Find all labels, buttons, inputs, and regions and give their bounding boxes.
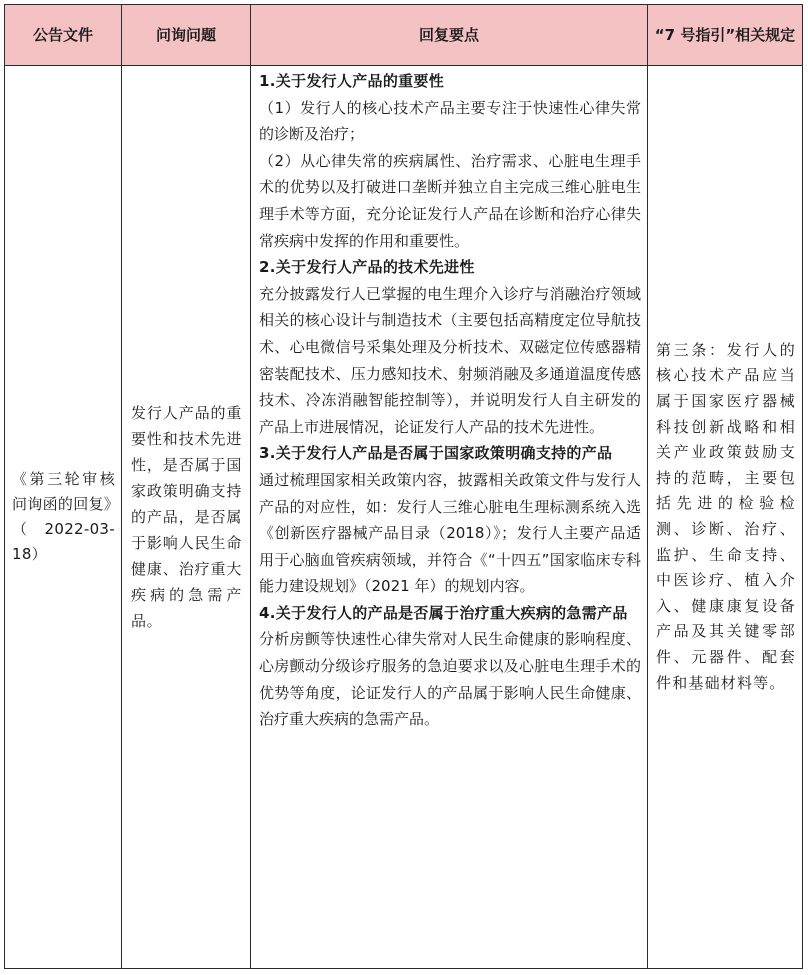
section-title: 2.关于发行人产品的技术先进性: [259, 258, 475, 277]
regulation-text: 第三条：发行人的核心技术产品应当属于国家医疗器械科技创新战略和相关产业政策鼓励支持的范畴，主要包括先进的检验检测、诊断、治疗、监护、生命支持、中医诊疗、植入介入、健康康复设备产品及其关键零部件、元器件、配套件和基础材料等。: [656, 340, 796, 692]
announcement-title: 《第三轮审核问询函的回复》: [12, 470, 120, 513]
header-regulation: “7 号指引”相关规定: [648, 5, 803, 66]
table-row: [5, 66, 803, 969]
reply-cell: [251, 66, 648, 969]
question-text: 发行人产品的重要性和技术先进性，是否属于国家政策明确支持的产品，是否属于影响人民生命健康、治疗重大疾病的急需产品。: [131, 404, 242, 630]
section-paragraph: （2）从心律失常的疾病属性、治疗需求、心脏电生理手术的优势以及打破进口垄断并独立自主完成三维心脏电生理手术等方面，充分论证发行人产品在诊断和治疗心律失常疾病中发挥的作用和重要性。: [259, 151, 641, 250]
section-paragraph: 充分披露发行人已掌握的电生理介入诊疗与消融治疗领域相关的核心设计与制造技术（主要包括高精度定位导航技术、心电微信号采集处理及分析技术、双磁定位传感器精密装配技术、压力感知技术、射频消融及多通道温度传感技术、冷冻消融智能控制等），并说明发行人自主研发的产品上市进展情况，论证发行人产品的技术先进性。: [259, 284, 641, 436]
header-reply-points: 回复要点: [251, 5, 648, 66]
section-title: 4.关于发行人的产品是否属于治疗重大疾病的急需产品: [259, 603, 628, 622]
announcement-cell: [5, 66, 122, 969]
section-title: 1.关于发行人产品的重要性: [259, 72, 445, 90]
regulation-cell: [648, 66, 803, 969]
section-paragraph: 通过梳理国家相关政策内容，披露相关政策文件与发行人产品的对应性，如：发行人三维心脏电生理标测系统入选《创新医疗器械产品目录（2018）》；发行人主要产品适用于心脑血管疾病领域，并符合《“十四五”国家临床专科能力建设规划》（2021 年）的规划内容。: [259, 470, 641, 596]
header-question: 问询问题: [122, 5, 251, 66]
disclosure-table: [4, 4, 803, 969]
header-announcement: 公告文件: [5, 5, 122, 66]
section-paragraph: （1）发行人的核心技术产品主要专注于快速性心律失常的诊断及治疗；: [259, 98, 641, 144]
question-cell: [122, 66, 251, 969]
section-title: 3.关于发行人产品是否属于国家政策明确支持的产品: [259, 444, 613, 463]
section-paragraph: 分析房颤等快速性心律失常对人民生命健康的影响程度、心房颤动分级诊疗服务的急迫要求以及心脏电生理手术的优势等角度，论证发行人的产品属于影响人民生命健康、治疗重大疾病的急需产品。: [259, 630, 641, 729]
announcement-date: （2022-03-18）: [12, 520, 115, 563]
table-header-row: [5, 5, 803, 66]
